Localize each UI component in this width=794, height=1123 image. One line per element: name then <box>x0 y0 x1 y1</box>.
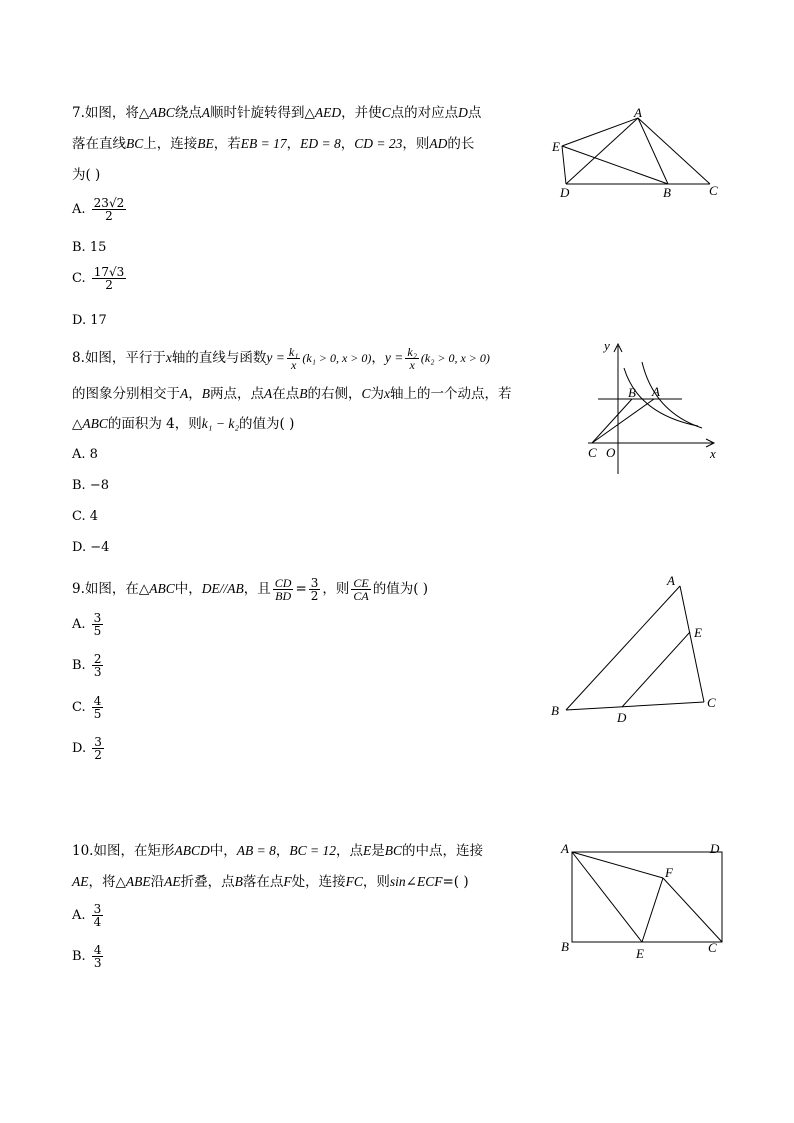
q7-line-2: 落在直线BC上，连接BE，若EB = 17，ED = 8，CD = 23，则AD的长 <box>72 136 475 152</box>
q7-figure <box>548 104 728 204</box>
q8-option-a[interactable]: A. 8 <box>72 447 98 462</box>
label-a: A <box>561 841 569 856</box>
fraction: $\frac{4}{3}$ <box>93 943 102 970</box>
seg-ab <box>566 586 680 710</box>
q10-line-2: AE，将△ABE沿AE折叠，点B落在点F处，连接FC，则sin∠ECF=( ) <box>72 874 469 890</box>
fraction: $\frac{4}{5}$ <box>93 694 102 721</box>
q9-line-1: 9.如图，在△ABC中，DE//AB，且 $\frac{CD}{BD}$ = $\frac{3}{2}$ ，则 $\frac{CE}{CA}$ 的值为( ) <box>72 576 429 603</box>
q7-option-c[interactable]: C. $\frac{17√3}{2}$ <box>72 265 125 292</box>
q9-option-a[interactable]: A. $\frac{3}{5}$ <box>72 611 102 638</box>
q9-option-c[interactable]: C. $\frac{4}{5}$ <box>72 694 102 721</box>
rect-abcd <box>572 852 722 942</box>
seg-ca <box>592 399 654 443</box>
q7-line-1: 7.如图，将△ABC绕点A顺时针旋转得到△AED，并使C点的对应点D点 <box>72 105 482 121</box>
label-d: D <box>710 841 720 856</box>
fraction: $\frac{\text{k₂}}{x}$ <box>407 345 417 372</box>
label-c: C <box>588 445 597 460</box>
q7-line-3: 为( ) <box>72 167 101 183</box>
label-b: B <box>663 185 671 200</box>
q7-option-a[interactable]: A. $\frac{23√2}{2}$ <box>72 196 125 223</box>
seg-ac <box>638 118 710 184</box>
label-e: E <box>694 625 702 640</box>
label-x: x <box>710 446 716 461</box>
label-b: B <box>551 703 559 718</box>
seg-eb <box>562 146 668 184</box>
fraction: $\frac{3}{2}$ <box>94 735 102 762</box>
fraction: $\frac{3}{5}$ <box>93 611 102 638</box>
seg-fe <box>642 878 663 942</box>
fraction: $\frac{CE}{CA}$ <box>353 576 369 603</box>
q8-line-2: 的图象分别相交于A，B两点，点A在点B的右侧，C为x轴上的一个动点，若 <box>72 386 512 402</box>
fraction: $\frac{3}{2}$ <box>310 576 319 603</box>
label-o: O <box>606 445 616 460</box>
q10-line-1: 10.如图，在矩形ABCD中，AB = 8，BC = 12，点E是BC的中点，连接 <box>72 843 483 859</box>
fraction: $\frac{CD}{BD}$ <box>274 576 292 603</box>
q10-figure <box>556 838 732 964</box>
q8-line-1: 8.如图，平行于x轴的直线与函数y = $\frac{\text{k₁}}{x}$ (k₁ > 0, x > 0)，y = $\frac{\text{k₂}}{x}$ (k₂ > 0, x > 0) <box>72 345 490 372</box>
fraction: $\frac{23√2}{2}$ <box>93 196 125 223</box>
label-a: A <box>667 573 675 588</box>
seg-ae <box>562 118 638 146</box>
q8-option-b[interactable]: B. −8 <box>72 478 109 493</box>
label-b: B <box>628 385 636 400</box>
label-c: C <box>708 940 717 955</box>
label-b: B <box>561 939 569 954</box>
q10-option-a[interactable]: A. $\frac{3}{4}$ <box>72 902 102 929</box>
q9-option-b[interactable]: B. $\frac{2}{3}$ <box>72 652 102 679</box>
seg-fc <box>663 878 722 942</box>
label-e: E <box>636 946 644 961</box>
seg-cb <box>592 399 632 443</box>
seg-bc <box>566 702 704 710</box>
q10-option-b[interactable]: B. $\frac{4}{3}$ <box>72 943 102 970</box>
label-c: C <box>707 695 716 710</box>
seg-ed <box>562 146 566 184</box>
seg-ae <box>572 852 642 942</box>
seg-af <box>572 852 663 878</box>
q8-option-d[interactable]: D. −4 <box>72 540 110 555</box>
label-f: F <box>665 865 673 880</box>
label-c: C <box>709 183 718 198</box>
q8-figure <box>580 336 730 476</box>
fraction: $\frac{\text{k₁}}{x}$ <box>288 345 299 372</box>
q7-option-b[interactable]: B. 15 <box>72 240 107 255</box>
label-d: D <box>617 710 627 725</box>
fraction: $\frac{17√3}{2}$ <box>93 265 125 292</box>
label-a: A <box>652 384 660 399</box>
label-d: D <box>560 185 570 200</box>
q9-figure <box>548 572 728 724</box>
seg-ab <box>638 118 668 184</box>
seg-ac <box>680 586 704 702</box>
q7-option-d[interactable]: D. 17 <box>72 313 107 328</box>
q9-option-d[interactable]: D. $\frac{3}{2}$ <box>72 735 102 762</box>
fraction: $\frac{2}{3}$ <box>93 652 102 679</box>
fraction: $\frac{3}{4}$ <box>93 902 102 929</box>
q8-line-3: △ABC的面积为 4，则k₁ − k₂的值为( ) <box>72 416 295 432</box>
label-e: E <box>552 139 560 154</box>
label-a: A <box>634 105 642 120</box>
seg-de <box>622 632 690 707</box>
q8-option-c[interactable]: C. 4 <box>72 509 99 524</box>
label-y: y <box>604 338 610 353</box>
